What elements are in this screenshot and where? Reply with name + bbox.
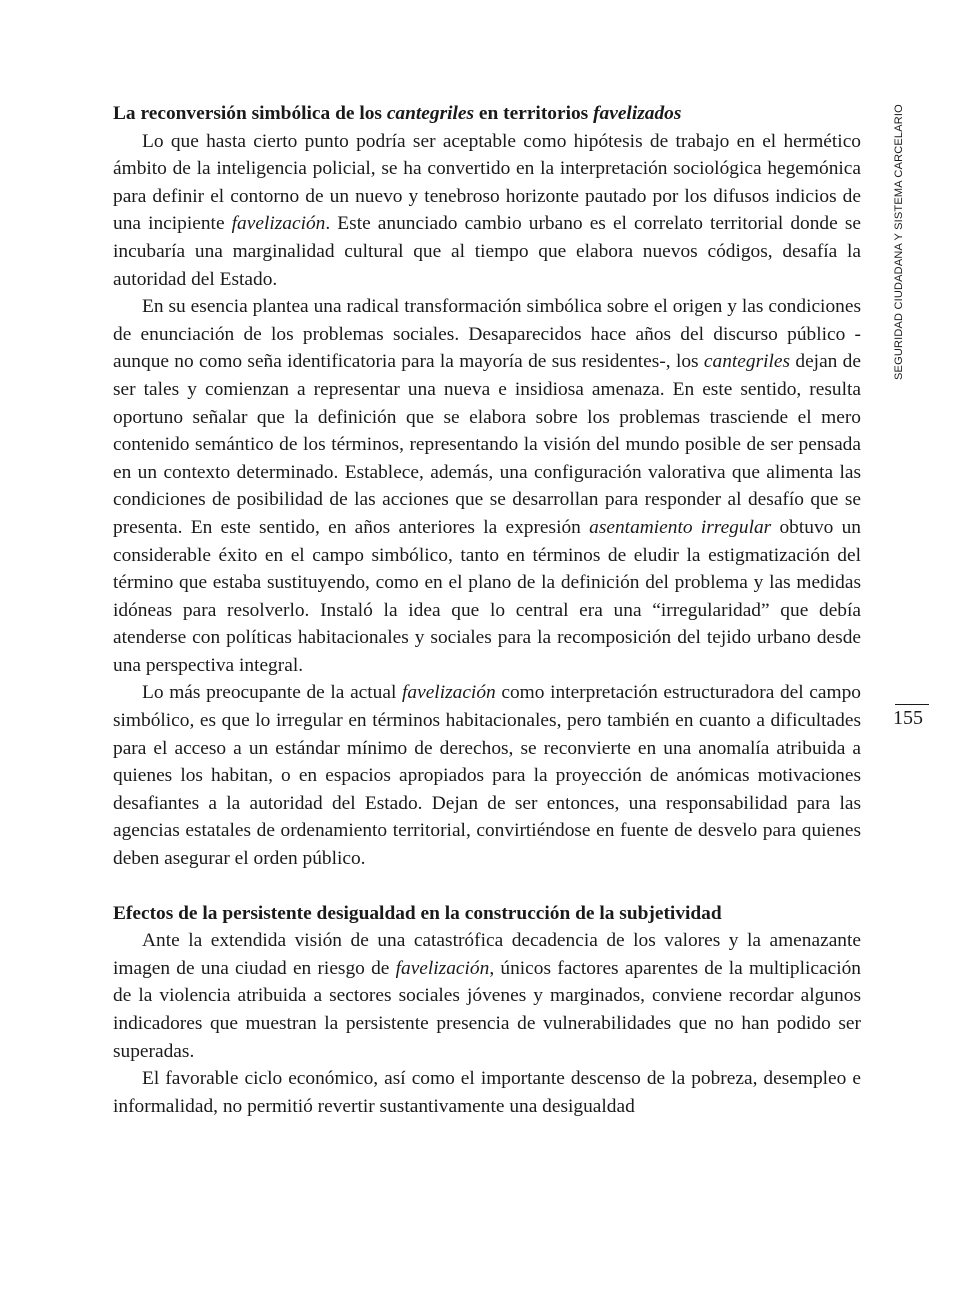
section-heading: La reconversión simbólica de los cantegriles en territorios favelizados (113, 103, 682, 124)
paragraph: Ante la extendida visión de una catastrófica decadencia de los valores y la amenazante imagen de una ciudad en riesgo de favelización, únicos factores aparentes de la multiplicación de la violencia atribuida a sectores sociales jóvenes y marginados, conviene recordar algunos indicadores que muestran la persistente presencia de vulnerabilidades que no han podido ser superadas. (113, 930, 861, 1062)
paragraph: El favorable ciclo económico, así como el importante descenso de la pobreza, desempleo e informalidad, no permitió revertir sustantivamente una desigualdad (113, 1068, 861, 1117)
emphasis: cantegriles (703, 351, 791, 373)
paragraph: Lo más preocupante de la actual favelización como interpretación estructuradora del campo simbólico, es que lo irregular en términos habitacionales, pero también en cuanto a dificultades para el acceso a un estándar mínimo de derechos, se reconvierte en una anomalía atribuida a quienes los habitan, o en espacios apropiados para la proyección de anómicas motivaciones desafiantes a la autoridad del Estado. Dejan de ser entonces, una responsabilidad para las agencias estatales de ordenamiento territorial, convirtiéndose en fuente de desvelo para quienes deben asegurar el orden público. (113, 682, 861, 870)
emphasis: cantegriles (386, 103, 475, 124)
section-gap (113, 873, 861, 900)
paragraph: Lo que hasta cierto punto podría ser aceptable como hipótesis de trabajo en el hermético ámbito de la inteligencia policial, se ha convertido en la interpretación sociológica hegemónica para definir el contorno de un nuevo y tenebroso horizonte pautado por los difusos indicios de una incipiente favelización. Este anunciado cambio urbano es el correlato territorial donde se incubaría una marginalidad cultural que al tiempo que elabora nuevos códigos, desafía la autoridad del Estado. (113, 130, 861, 290)
section-heading: Efectos de la persistente desigualdad en la construcción de la subjetividad (113, 902, 722, 924)
emphasis: asentamiento irregular (589, 516, 772, 538)
page-body (113, 100, 861, 1120)
emphasis: favelización (402, 682, 496, 704)
paragraph: En su esencia plantea una radical transformación simbólica sobre el origen y las condiciones de enunciación de los problemas sociales. Desaparecidos hace años del discurso público -aunque no como seña identificatoria para la mayoría de sus residentes-, los cantegriles dejan de ser tales y comienzan a representar una nueva e insidiosa amenaza. En este sentido, resulta oportuno señalar que la definición que se elabora sobre los problemas trasciende el mero contenido semántico de los términos, representando la visión del mundo posible de ser pensada en un contexto determinado. Establece, además, una configuración valorativa que alimenta las condiciones de posibilidad de las acciones que se desarrollan para responder al desafío que se presenta. En este sentido, en años anteriores la expresión asentamiento irregular obtuvo un considerable éxito en el campo simbólico, tanto en términos de eludir la estigmatización del término que estaba sustituyendo, como en el plano de la definición del problema y las medidas idóneas para resolverlo. Instaló la idea que lo central era una “irregularidad” que debía atenderse con políticas habitacionales y sociales para la recomposición del tejido urbano desde una perspectiva integral. (113, 296, 862, 676)
running-head: SEGURIDAD CIUDADANA Y SISTEMA CARCELARIO (893, 104, 905, 381)
emphasis: favelización (395, 957, 490, 979)
page-number-rule (895, 704, 929, 705)
emphasis: favelización (231, 213, 326, 235)
page-number: 155 (893, 707, 923, 729)
emphasis: favelizados (593, 103, 682, 124)
